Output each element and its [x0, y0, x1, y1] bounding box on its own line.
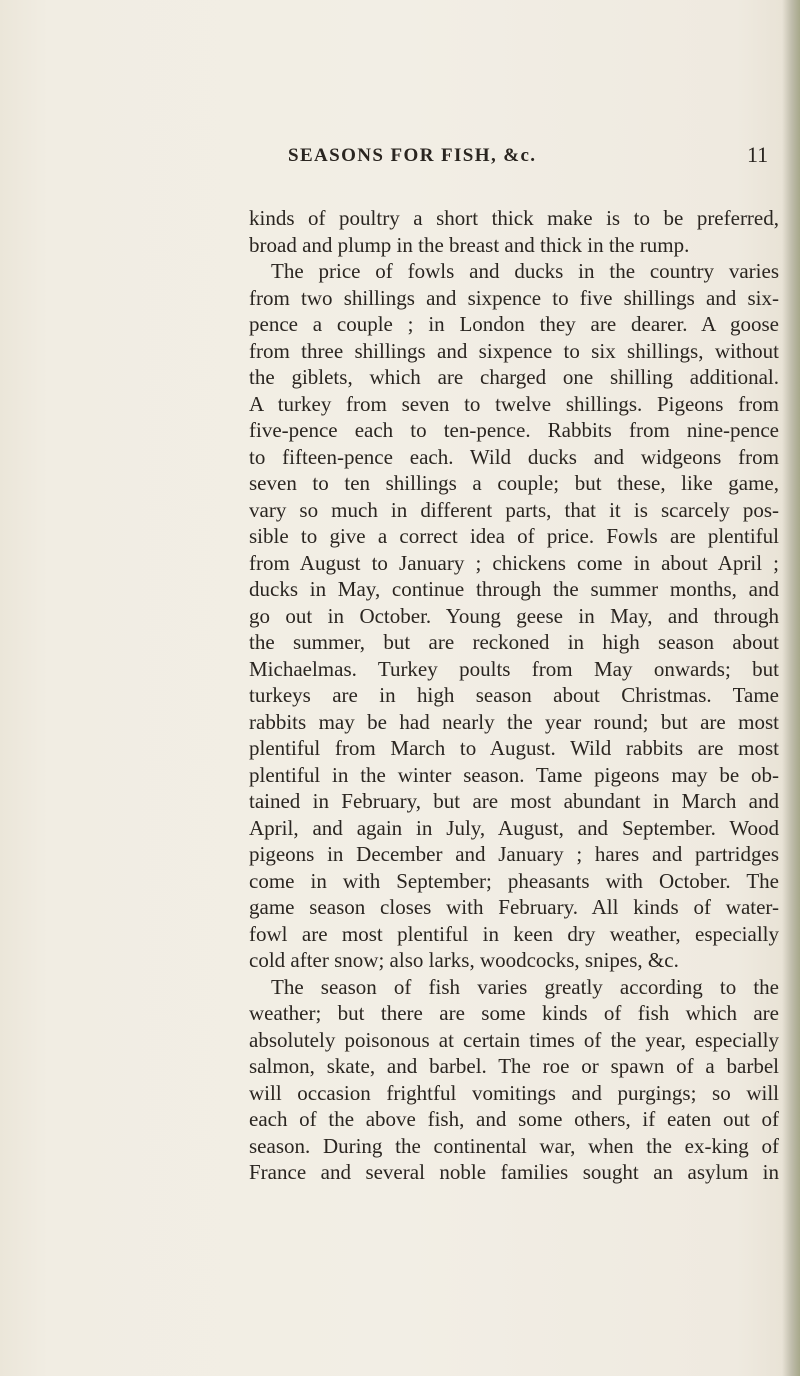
text-line: go out in October. Young geese in May, and through [249, 603, 779, 628]
text-line: to fifteen-pence each. Wild ducks and widgeons from [249, 444, 779, 469]
text-line: pigeons in December and January ; hares and partridges [249, 842, 779, 866]
text-line: season. During the continental war, when the ex-king of [249, 1133, 779, 1158]
text-line: fowl are most plentiful in keen dry weather, especially [249, 921, 779, 946]
text-line: salmon, skate, and barbel. The roe or spawn of a barbel [249, 1054, 779, 1078]
text-line: sible to give a correct idea of price. Fowls are plentiful [249, 524, 779, 548]
text-line: weather; but there are some kinds of fish which are [249, 1001, 779, 1025]
page-edge-shadow [782, 0, 800, 1376]
text-line: cold after snow; also larks, woodcocks, snipes, &c. [249, 948, 679, 972]
page-number: 11 [747, 142, 769, 167]
text-line: The season of fish varies greatly according to the [271, 974, 779, 999]
text-line: the summer, but are reckoned in high season about [249, 630, 779, 654]
body-text [249, 205, 779, 1186]
text-line: seven to ten shillings a couple; but these, like game, [249, 471, 779, 495]
running-title: SEASONS FOR FISH, &c. [288, 145, 537, 166]
text-line: tained in February, but are most abundant in March and [249, 789, 779, 813]
text-line: Michaelmas. Turkey poults from May onwards; but [249, 656, 779, 681]
text-line: vary so much in different parts, that it is scarcely pos- [249, 497, 779, 522]
text-line: broad and plump in the breast and thick in the rump. [249, 232, 690, 257]
text-line: kinds of poultry a short thick make is to be preferred, [249, 206, 779, 230]
text-line: come in with September; pheasants with October. The [249, 868, 779, 893]
text-line: rabbits may be had nearly the year round; but are most [249, 709, 779, 734]
text-line: plentiful from March to August. Wild rabbits are most [249, 736, 779, 760]
text-line: will occasion frightful vomitings and purgings; so will [249, 1080, 779, 1105]
running-head [0, 142, 800, 175]
text-line: plentiful in the winter season. Tame pigeons may be ob- [249, 762, 779, 787]
text-line: each of the above fish, and some others, if eaten out of [249, 1107, 779, 1131]
text-line: A turkey from seven to twelve shillings. Pigeons from [249, 391, 779, 416]
text-line: from August to January ; chickens come in about April ; [249, 550, 779, 575]
text-line: turkeys are in high season about Christmas. Tame [249, 683, 779, 707]
text-line: game season closes with February. All kinds of water- [249, 895, 779, 919]
text-line: ducks in May, continue through the summer months, and [249, 577, 779, 601]
text-line: France and several noble families sought an asylum in [249, 1160, 779, 1184]
text-line: The price of fowls and ducks in the country varies [271, 259, 779, 283]
text-line: from three shillings and sixpence to six shillings, without [249, 338, 779, 363]
text-line: five-pence each to ten-pence. Rabbits from nine-pence [249, 418, 779, 442]
text-line: pence a couple ; in London they are dearer. A goose [249, 312, 779, 336]
text-line: April, and again in July, August, and September. Wood [249, 815, 779, 840]
text-line: the giblets, which are charged one shilling additional. [249, 365, 779, 389]
text-line: absolutely poisonous at certain times of the year, especially [249, 1027, 779, 1052]
text-line: from two shillings and sixpence to five shillings and six- [249, 285, 779, 310]
